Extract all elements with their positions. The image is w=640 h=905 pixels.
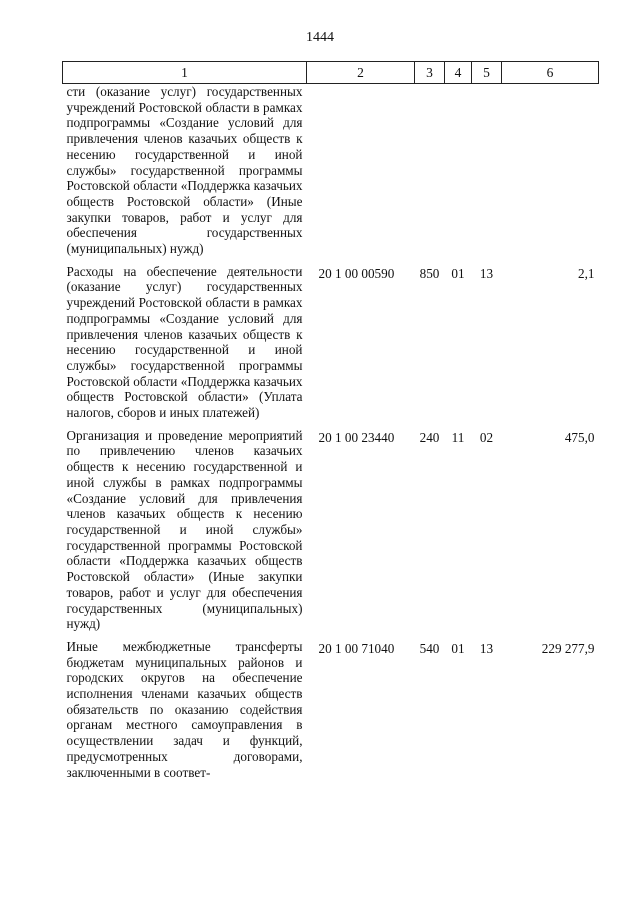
budget-table <box>62 61 599 787</box>
row-amount <box>502 84 599 264</box>
row-pr: 13 <box>479 265 494 281</box>
row-code: 20 1 00 71040 <box>318 640 395 656</box>
header-col-4: 4 <box>445 62 472 84</box>
row-code: 20 1 00 00590 <box>318 265 395 281</box>
header-col-3: 3 <box>415 62 445 84</box>
table-row <box>63 639 599 787</box>
row-pr: 02 <box>479 429 494 445</box>
row-vr: 240 <box>419 429 440 445</box>
row-vr <box>415 84 445 264</box>
row-pr <box>472 84 502 264</box>
row-amount: 2,1 <box>578 265 595 281</box>
row-pr: 13 <box>479 640 494 656</box>
row-code <box>307 84 415 264</box>
row-amount: 229 277,9 <box>541 640 595 656</box>
row-description: сти (оказание услуг) государственных учреждений Ростовской области в рамках подпрограммы «Создание условий для привлечения членов казачьих обществ к несению государственной и иной службы» государственной программы Ростовской области «Поддержка казачьих обществ Ростовской области» (Иные закупки товаров, работ и услуг для обеспечения государственных (муниципальных) нужд) <box>66 84 303 257</box>
row-rz: 01 <box>451 265 465 281</box>
row-description: Организация и проведение мероприятий по привлечению членов казачьих обществ к несению государственной и иной службы в рамках подпрограммы «Создание условий для привлечения членов казачьих обществ к несению государственной и иной службы» государственной программы Ростовской области «Поддержка казачьих обществ Ростовской области» (Иные закупки товаров, работ и услуг для обеспечения государственных (муниципальных) нужд) <box>66 427 303 632</box>
table-row <box>63 84 599 264</box>
page-number: 1444 <box>306 30 334 45</box>
row-vr: 540 <box>419 640 440 656</box>
row-description: Расходы на обеспечение деятельности (оказание услуг) государственных учреждений Ростовской области в рамках подпрограммы «Создание условий для привлечения членов казачьих обществ к несению государственной и иной службы» государственной программы Ростовской области «Поддержка казачьих обществ Ростовской области» (Уплата налогов, сборов и иных платежей) <box>66 263 303 421</box>
row-amount: 475,0 <box>564 429 595 445</box>
row-description: Иные межбюджетные трансферты бюджетам муниципальных районов и городских округов на обеспечение исполнения членами казачьих обществ обязательств по оказанию содействия органам местного самоуправления в осуществлении задач и функций, предусмотренных договорами, заключенными в соответ- <box>66 638 303 780</box>
table-header <box>63 62 599 84</box>
row-vr: 850 <box>419 265 440 281</box>
row-rz <box>445 84 472 264</box>
header-col-5: 5 <box>472 62 502 84</box>
table-row <box>63 264 599 428</box>
header-col-1: 1 <box>63 62 307 84</box>
row-rz: 01 <box>451 640 465 656</box>
row-rz: 11 <box>451 429 465 445</box>
header-col-2: 2 <box>307 62 415 84</box>
header-col-6: 6 <box>502 62 599 84</box>
row-code: 20 1 00 23440 <box>318 429 395 445</box>
table-row <box>63 428 599 639</box>
